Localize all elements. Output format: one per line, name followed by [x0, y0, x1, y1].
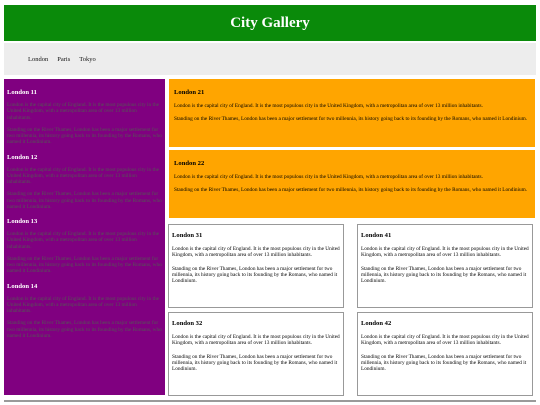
article-london-21 — [169, 79, 535, 147]
page-title: City Gallery — [230, 14, 310, 31]
article-paragraph: London is the capital city of England. It is the most populous city in the United Kingdom, with a metropolitan area of over 13 million inhabitants. — [361, 334, 529, 347]
article-london-12 — [7, 154, 162, 211]
article-london-13 — [7, 218, 162, 275]
article-paragraph: London is the capital city of England. It is the most populous city in the United Kingdom, with a metropolitan area of over 13 million inhabitants. — [7, 102, 159, 121]
article-title: London 31 — [172, 232, 203, 239]
article-paragraph: Standing on the River Thames, London has been a major settlement for two millennia, its history going back to its founding by the Romans, who named it Londinium. — [361, 265, 527, 284]
article-paragraph: Standing on the River Thames, London has been a major settlement for two millennia, its history going back to its founding by the Romans, who named it Londinium. — [172, 265, 338, 284]
nav-link-paris[interactable]: Paris — [57, 55, 71, 63]
article-paragraph: Standing on the River Thames, London has been a major settlement for two millennia, its history going back to its founding by the Romans, who named it Londinium. — [7, 320, 162, 339]
article-paragraph: London is the capital city of England. It is the most populous city in the United Kingdom, with a metropolitan area of over 13 million inhabitants. — [174, 103, 483, 109]
article-paragraph: London is the capital city of England. It is the most populous city in the United Kingdom, with a metropolitan area of over 13 million inhabitants. — [7, 166, 159, 185]
article-paragraph: Standing on the River Thames, London has been a major settlement for two millennia, its history going back to its founding by the Romans, who named it Londinium. — [361, 353, 527, 372]
article-paragraph: London is the capital city of England. It is the most populous city in the United Kingdom, with a metropolitan area of over 13 million inhabitants. — [361, 246, 529, 259]
article-paragraph: London is the capital city of England. It is the most populous city in the United Kingdom, with a metropolitan area of over 13 million inhabitants. — [7, 295, 159, 314]
article-paragraph: Standing on the River Thames, London has been a major settlement for two millennia, its history going back to its founding by the Romans, who named it Londinium. — [174, 187, 528, 194]
article-london-14 — [7, 283, 162, 340]
article-title: London 11 — [7, 89, 37, 96]
article-title: London 13 — [7, 218, 38, 225]
article-london-41 — [357, 224, 533, 308]
nav-link-london[interactable]: London — [28, 55, 49, 63]
article-london-22 — [169, 150, 535, 218]
article-title: London 14 — [7, 282, 38, 290]
article-title: London 32 — [172, 320, 203, 327]
article-title: London 42 — [361, 320, 392, 327]
nav-link-tokyo[interactable]: Tokyo — [79, 55, 96, 63]
article-london-42 — [357, 312, 533, 396]
article-paragraph: London is the capital city of England. It is the most populous city in the United Kingdom, with a metropolitan area of over 13 million inhabitants. — [172, 334, 340, 347]
article-title: London 22 — [174, 160, 205, 167]
article-paragraph: Standing on the River Thames, London has been a major settlement for two millennia, its history going back to its founding by the Romans, who named it Londinium. — [172, 353, 338, 372]
article-paragraph: London is the capital city of England. It is the most populous city in the United Kingdom, with a metropolitan area of over 13 million inhabitants. — [7, 231, 159, 250]
article-london-31 — [168, 224, 344, 308]
top-nav — [4, 43, 536, 75]
article-title: London 41 — [361, 232, 392, 239]
article-paragraph: Standing on the River Thames, London has been a major settlement for two millennia, its history going back to its founding by the Romans, who named it Londinium. — [7, 191, 162, 210]
article-london-11 — [7, 89, 162, 146]
article-paragraph: Standing on the River Thames, London has been a major settlement for two millennia, its history going back to its founding by the Romans, who named it Londinium. — [7, 126, 162, 146]
article-paragraph: Standing on the River Thames, London has been a major settlement for two millennia, its history going back to its founding by the Romans, who named it Londinium. — [7, 255, 162, 275]
article-title: London 21 — [174, 89, 205, 96]
article-london-32 — [168, 312, 344, 396]
left-panel — [4, 79, 165, 395]
article-paragraph: London is the capital city of England. It is the most populous city in the United Kingdom, with a metropolitan area of over 13 million inhabitants. — [172, 246, 340, 259]
article-title: London 12 — [7, 153, 38, 161]
article-paragraph: Standing on the River Thames, London has been a major settlement for two millennia, its history going back to its founding by the Romans, who named it Londinium. — [174, 116, 528, 123]
page-header — [4, 5, 536, 41]
article-paragraph: London is the capital city of England. It is the most populous city in the United Kingdom, with a metropolitan area of over 13 million inhabitants. — [174, 174, 483, 180]
footer-divider — [4, 400, 536, 402]
